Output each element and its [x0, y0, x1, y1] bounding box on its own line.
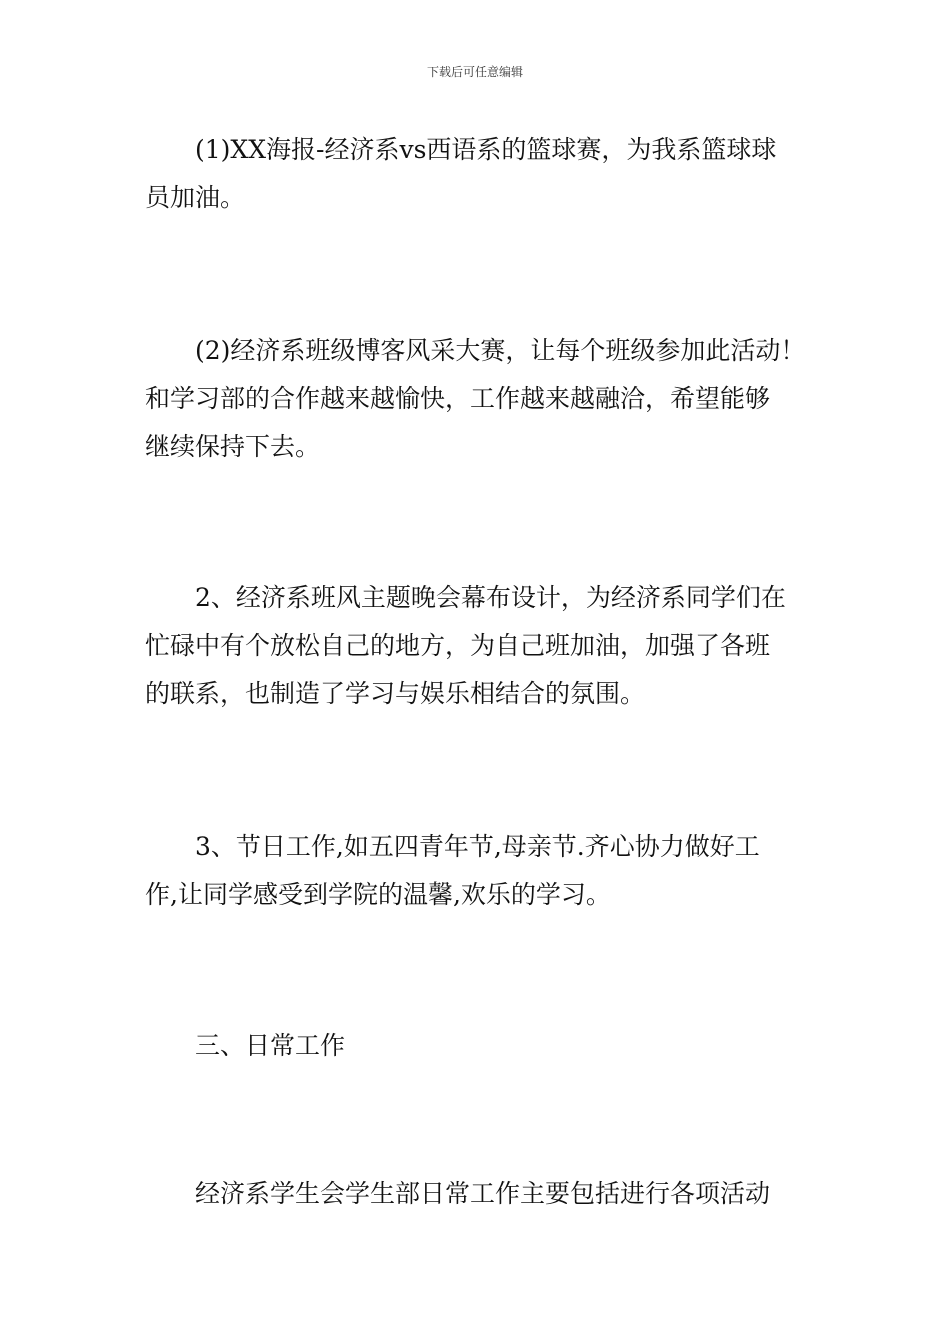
page-header: 下载后可任意编辑: [426, 65, 523, 79]
paragraph-line: 经济系学生会学生部日常工作主要包括进行各项活动: [195, 1179, 771, 1208]
paragraph-line: (1)XX海报-经济系vs西语系的篮球赛，为我系篮球球: [195, 135, 777, 164]
paragraph-line: 三、日常工作: [195, 1031, 346, 1060]
paragraph-line: 忙碌中有个放松自己的地方，为自己班加油，加强了各班: [145, 631, 771, 660]
paragraph-blog-contest: [145, 327, 810, 471]
paragraph-line: 3、节日工作,如五四青年节,母亲节.齐心协力做好工: [195, 832, 760, 861]
paragraph-line: 2、经济系班风主题晚会幕布设计，为经济系同学们在: [195, 583, 786, 612]
paragraph-line: 和学习部的合作越来越愉快，工作越来越融洽，希望能够: [145, 384, 771, 413]
paragraph-curtain-design: [145, 574, 810, 718]
paragraph-line: (2)经济系班级博客风采大赛，让每个班级参加此活动！: [195, 336, 806, 365]
paragraph-line: 作,让同学感受到学院的温馨,欢乐的学习。: [145, 880, 611, 909]
paragraph-line: 员加油。: [145, 183, 246, 212]
paragraph-holiday-work: [145, 823, 810, 919]
section-heading-daily-work: [145, 1022, 810, 1070]
paragraph-line: 继续保持下去。: [145, 432, 321, 461]
paragraph-line: 的联系，也制造了学习与娱乐相结合的氛围。: [145, 679, 646, 708]
paragraph-basketball-poster: [145, 126, 810, 222]
paragraph-daily-work-intro: [145, 1170, 810, 1218]
